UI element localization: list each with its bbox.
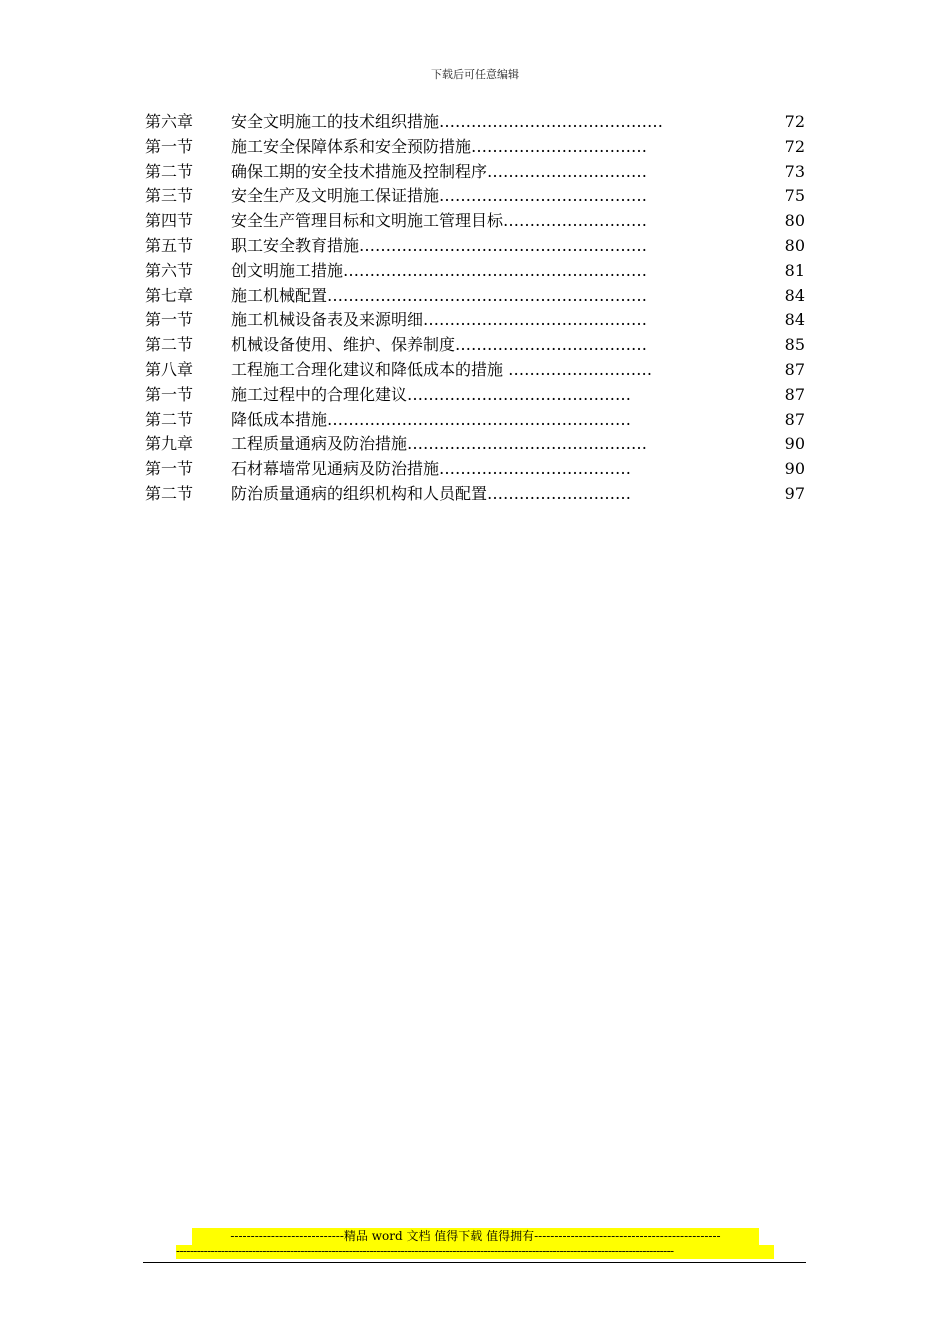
toc-entry-label: 第二节 [145,335,194,355]
toc-entry [145,482,805,507]
toc-entry-page: 84 [784,310,805,330]
toc-entry-title: 机械设备使用、维护、保养制度……………………………… [231,335,648,355]
toc-entry-page: 97 [784,483,805,503]
toc-entry [145,383,805,408]
toc-entry-page: 87 [784,384,805,404]
toc-entry-label: 第六章 [145,112,194,131]
footer-divider [143,1262,806,1263]
toc-entry-page: 84 [784,285,805,305]
toc-entry [145,234,805,259]
toc-entry-page: 72 [784,112,805,131]
toc-entry-label: 第五节 [145,235,194,255]
toc-entry [145,457,805,482]
toc-entry-page: 72 [784,136,805,156]
toc-entry-label: 第一节 [145,459,194,479]
footer-dash-line: ------------------------------------------------------------------------------------------------------------------------------------------------ [176,1245,774,1259]
toc-entry-title: 施工机械配置…………………………………………………… [231,285,648,305]
toc-entry-label: 第一节 [145,310,194,330]
toc-entry-title: 安全生产及文明施工保证措施………………………………… [231,186,648,206]
toc-entry-page: 81 [784,260,805,280]
toc-entry [145,432,805,457]
toc-entry-page: 90 [784,434,805,454]
toc-entry-label: 第九章 [145,434,194,454]
toc-entry-label: 第八章 [145,359,194,379]
table-of-contents [145,110,805,507]
toc-entry [145,135,805,160]
toc-entry [145,284,805,309]
toc-entry-label: 第七章 [145,285,194,305]
toc-entry-title: 工程施工合理化建议和降低成本的措施 ……………………… [231,359,653,379]
toc-entry-title: 石材幕墙常见通病及防治措施……………………………… [231,459,632,479]
toc-entry-page: 80 [784,235,805,255]
toc-entry-title: 工程质量通病及防治措施……………………………………… [231,434,648,454]
toc-entry-label: 第三节 [145,186,194,206]
toc-entry-label: 第一节 [145,384,194,404]
toc-entry [145,358,805,383]
toc-entry-title: 施工机械设备表及来源明细…………………………………… [231,310,648,330]
toc-entry-page: 87 [784,409,805,429]
toc-entry-label: 第二节 [145,483,194,503]
footer-banner-text: ----------------------------精品 word 文档 值得下载 值得拥有---------------------------------------------- [192,1228,759,1245]
toc-entry-label: 第二节 [145,409,194,429]
toc-entry [145,259,805,284]
toc-entry [145,110,805,135]
toc-entry-page: 80 [784,211,805,231]
toc-entry-title: 施工安全保障体系和安全预防措施…………………………… [231,136,648,156]
toc-entry-label: 第二节 [145,161,194,181]
toc-entry-title: 职工安全教育措施……………………………………………… [231,235,648,255]
toc-entry-label: 第四节 [145,211,194,231]
toc-entry [145,308,805,333]
toc-entry-title: 安全生产管理目标和文明施工管理目标……………………… [231,211,648,231]
toc-entry-page: 87 [784,359,805,379]
toc-entry-page: 75 [784,186,805,206]
toc-entry-title: 施工过程中的合理化建议…………………………………… [231,384,632,404]
toc-entry-title: 防治质量通病的组织机构和人员配置……………………… [231,483,632,503]
toc-entry [145,160,805,185]
page-header-note: 下载后可任意编辑 [431,68,519,81]
toc-entry [145,209,805,234]
toc-entry [145,333,805,358]
toc-entry-page: 85 [784,335,805,355]
toc-entry [145,408,805,433]
toc-entry-label: 第一节 [145,136,194,156]
toc-entry-title: 创文明施工措施………………………………………………… [231,260,648,280]
toc-entry-title: 降低成本措施………………………………………………… [231,409,632,429]
toc-entry-page: 90 [784,459,805,479]
toc-entry-title: 确保工期的安全技术措施及控制程序………………………… [231,161,648,181]
toc-entry-label: 第六节 [145,260,194,280]
toc-entry [145,184,805,209]
toc-entry-page: 73 [784,161,805,181]
toc-entry-title: 安全文明施工的技术组织措施…………………………………… [231,112,664,131]
